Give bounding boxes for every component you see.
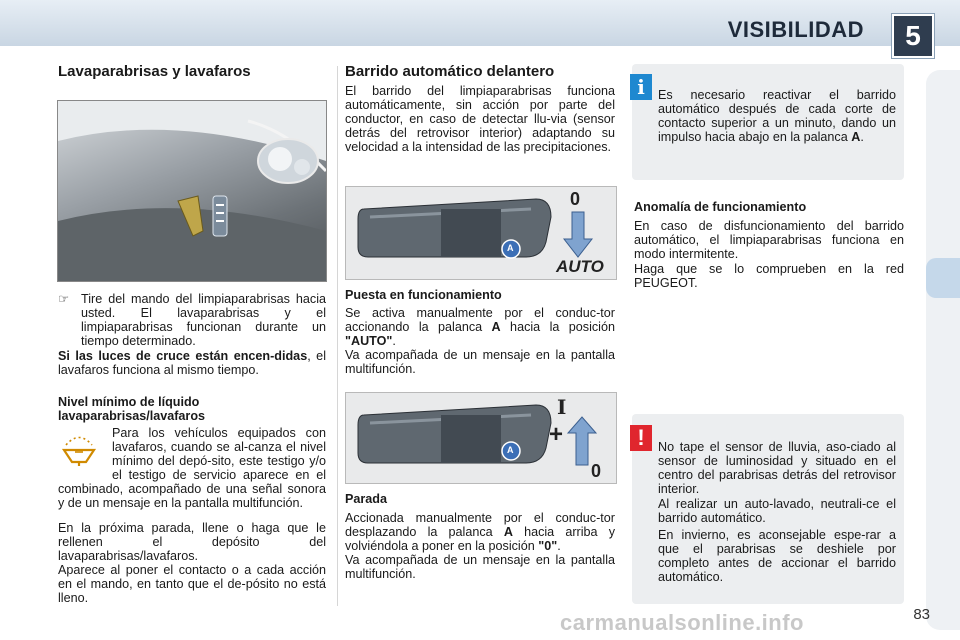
parada-text-3: .: [557, 539, 561, 553]
anomalia-check: Haga que se lo comprueben en la red PEUGEOT.: [634, 262, 904, 290]
bullet-item: [58, 292, 326, 348]
low-beam-rest: , el lavafaros funciona al mismo tiempo.: [58, 349, 326, 377]
puesta-text-3: .: [392, 334, 396, 348]
chapter-tab[interactable]: [926, 258, 960, 298]
low-level-heading: Nivel mínimo de líquido lavaparabrisas/lavafaros: [58, 395, 206, 423]
headlamp-washer-illustration: [58, 101, 326, 281]
low-level-text: Para los vehículos equipados con lavafaros, cuando se al-canza el nivel mínimo del depó-sito, este testigo y/o el testigo de servicio aparece en el combinado, acompañado de una señal sonora y de un mensaje en la pantalla multifunción.: [58, 426, 326, 510]
reminder-paragraph: Aparece al poner el contacto o a cada acción en el mando, en tanto que el de-pósito no está lleno.: [58, 563, 326, 605]
plus-sign: +: [549, 421, 564, 448]
low-beam-note: [58, 349, 326, 377]
position-auto-label: AUTO: [556, 257, 604, 276]
info-text: Es necesario reactivar el barrido automático después de cada corte de contacto superior a un minuto, dando un impulso hacia abajo en la palanca: [658, 88, 896, 144]
warning-paragraph-2: Al realizar un auto-lavado, neutrali-ce el barrido automático.: [658, 497, 896, 525]
puesta-text-1: Se activa manualmente por el conduc-tor accionando la palanca: [345, 306, 615, 334]
middle-heading: Barrido automático delantero: [345, 63, 555, 80]
pointer-icon: ☞: [58, 292, 70, 306]
info-paragraph: [658, 88, 896, 144]
parada-text-1: Accionada manualmente por el conduc-tor desplazando la palanca: [345, 511, 615, 539]
info-text-end: .: [860, 130, 864, 144]
bullet-text: Tire del mando del limpiaparabrisas hacia usted. El lavaparabrisas y el limpiaparabrisas funcionan durante un tiempo determinado.: [81, 292, 326, 348]
warning-icon: !: [630, 425, 652, 451]
position-zero-label-2: 0: [591, 461, 602, 481]
chapter-title: VISIBILIDAD: [727, 17, 864, 42]
lever-a-label: A: [507, 243, 514, 253]
info-icon: i: [630, 74, 652, 100]
column-divider: [337, 66, 338, 606]
lever-stop-figure: [345, 392, 617, 484]
auto-wipe-intro: El barrido del limpiaparabrisas funciona automáticamente, sin acción por parte del conductor, en caso de detectar llu-via (sensor detrás del retrovisor interior) adaptando su velocidad a la intensidad de las precipitaciones.: [345, 84, 615, 154]
headlamp-washer-photo: [57, 100, 327, 282]
warning-paragraph-1: No tape el sensor de lluvia, aso-ciado al sensor de luminosidad y situado en el centro del parabrisas detrás del retrovisor interior.: [658, 440, 896, 496]
puesta-paragraph: [345, 306, 615, 348]
left-heading: Lavaparabrisas y lavafaros: [58, 63, 251, 80]
parada-paragraph: [345, 511, 615, 553]
refill-paragraph: En la próxima parada, llene o haga que le rellenen el depósito del lavaparabrisas/lavafaros.: [58, 521, 326, 563]
page-number: 83: [913, 606, 930, 623]
icon-spacer: [58, 426, 112, 470]
lever-stop-drawing: [346, 393, 616, 483]
chapter-number: 5: [892, 14, 934, 58]
puesta-auto-ref: "AUTO": [345, 334, 393, 348]
puesta-message: Va acompañada de un mensaje en la pantalla multifunción.: [345, 348, 615, 376]
low-beam-bold: Si las luces de cruce están encen-didas: [58, 349, 308, 363]
lever-a-label-2: A: [507, 445, 514, 455]
warning-paragraph-3: En invierno, es aconsejable espe-rar a que el parabrisas se deshiele por completo antes de accionar el barrido automático.: [658, 528, 896, 584]
low-level-paragraph: [58, 426, 326, 510]
position-one-label: I: [557, 395, 567, 419]
parada-message: Va acompañada de un mensaje en la pantalla multifunción.: [345, 553, 615, 581]
anomalia-heading: Anomalía de funcionamiento: [634, 200, 807, 214]
position-zero-label: 0: [570, 189, 581, 209]
parada-lever-ref: A: [503, 525, 513, 539]
parada-text-2: hacia arriba y volviéndola a poner en la posición: [345, 525, 615, 553]
puesta-heading: Puesta en funcionamiento: [345, 288, 502, 302]
watermark: carmanualsonline.info: [560, 610, 804, 635]
parada-zero-ref: "0": [538, 539, 558, 553]
anomalia-paragraph: En caso de disfuncionamiento del barrido automático, el limpiaparabrisas funciona en modo intermitente.: [634, 219, 904, 261]
parada-heading: Parada: [345, 492, 388, 506]
side-strip: [926, 70, 960, 630]
lever-auto-figure: [345, 186, 617, 280]
puesta-text-2: hacia la posición: [500, 320, 615, 334]
puesta-lever-ref: A: [491, 320, 501, 334]
info-lever-ref: A: [851, 130, 861, 144]
